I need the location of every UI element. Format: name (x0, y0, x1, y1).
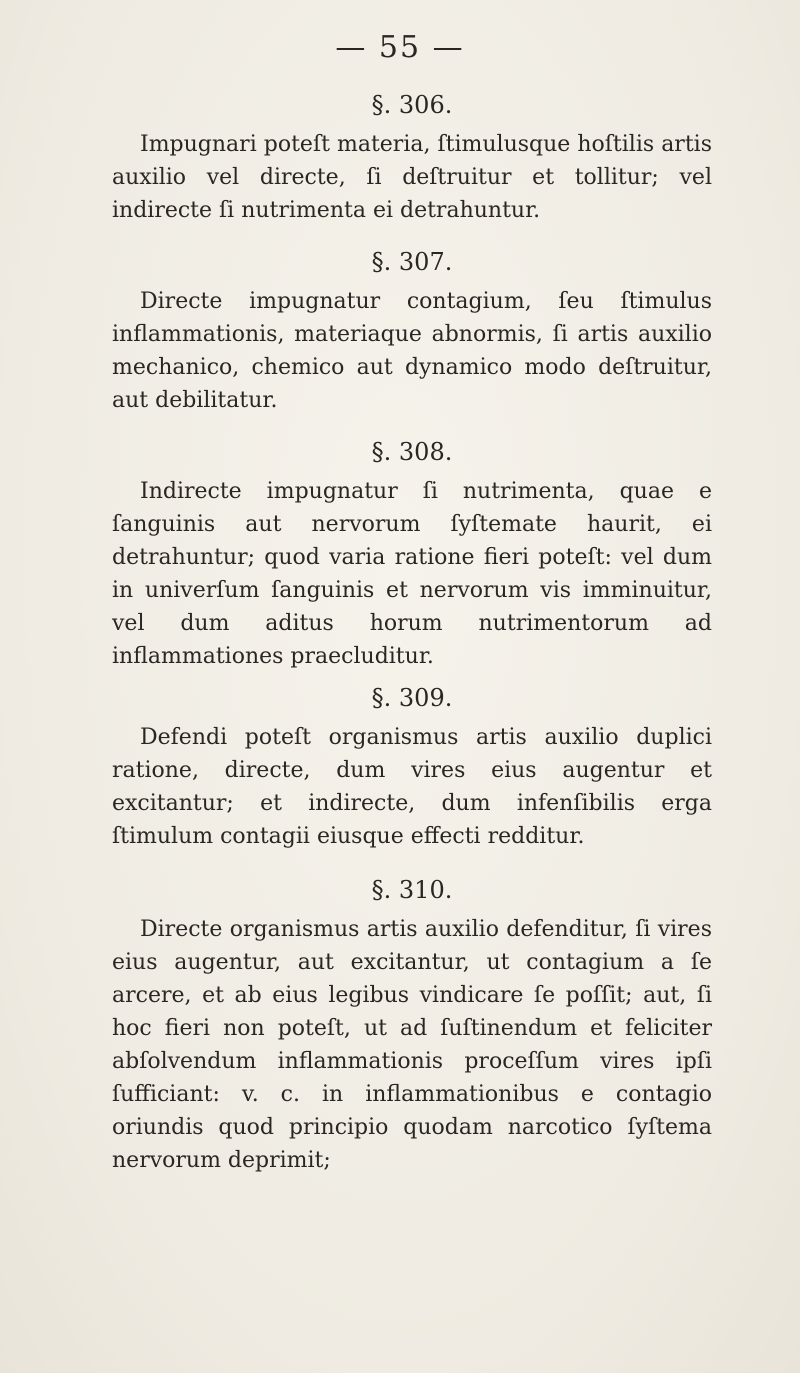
section-paragraph: Indirecte impugnatur ſi nutrimenta, quae e ſanguinis aut nervorum ſyſtemate haurit, ei detrahuntur; quod varia ratione fieri poteſt: vel dum in univerſum ſanguinis et nervorum vis imminuitur, vel dum aditus horum nutrimentorum ad inflammationes praecluditur. (112, 479, 712, 669)
page-number-header: — 55 — (335, 30, 465, 65)
page-body (112, 90, 712, 1203)
section-308 (112, 437, 712, 673)
section-309 (112, 683, 712, 853)
section-title: §. 309. (371, 684, 453, 712)
section-paragraph: Directe organismus artis auxilio defenditur, ſi vires eius augentur, aut excitantur, ut contagium a ſe arcere, et ab eius legibus vindicare ſe poſſit; aut, ſi hoc fieri non poteſt, ut ad ſuſtinendum et feliciter abſolvendum inflammationis proceſſum vires ipſi ſufficiant: v. c. in inflammationibus e contagio oriundis quod principio quodam narcotico ſyſtema nervorum deprimit; (112, 917, 712, 1173)
section-paragraph: Directe impugnatur contagium, ſeu ſtimulus inflammationis, materiaque abnormis, ſi artis auxilio mechanico, chemico aut dynamico modo deſtruitur, aut debilitatur. (112, 289, 712, 413)
section-title: §. 307. (371, 248, 453, 276)
section-title: §. 308. (371, 438, 453, 466)
section-paragraph: Defendi poteſt organismus artis auxilio duplici ratione, directe, dum vires eius augentur et excitantur; et indirecte, dum infenſibilis erga ſtimulum contagii eiusque effecti redditur. (112, 725, 712, 849)
section-306 (112, 90, 712, 227)
section-307 (112, 247, 712, 417)
section-title: §. 306. (371, 91, 453, 119)
section-310 (112, 875, 712, 1177)
section-paragraph: Impugnari poteſt materia, ſtimulusque hoſtilis artis auxilio vel directe, ſi deſtruitur et tollitur; vel indirecte ſi nutrimenta ei detrahuntur. (112, 132, 712, 223)
section-title: §. 310. (371, 876, 453, 904)
